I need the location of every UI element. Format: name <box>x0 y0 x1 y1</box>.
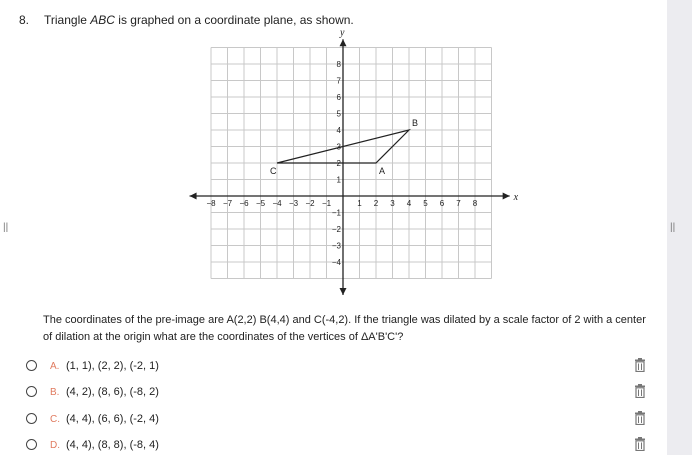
right-resize-handle[interactable]: || <box>670 222 676 233</box>
point-label-a: A <box>379 166 386 176</box>
y-axis-label: y <box>340 27 345 39</box>
choice-text: (4, 2), (8, 6), (-8, 2) <box>66 386 159 398</box>
x-axis-arrow-right <box>503 193 510 200</box>
choice-letter: C. <box>50 414 60 425</box>
radio-icon[interactable] <box>26 386 37 397</box>
triangle-name: ABC <box>90 13 115 27</box>
y-tick-label: 1 <box>336 175 341 185</box>
y-tick-label: 7 <box>336 76 341 86</box>
x-tick-label: −1 <box>321 199 332 208</box>
choice-c[interactable] <box>26 410 656 430</box>
radio-icon[interactable] <box>26 360 37 371</box>
y-tick-label: −1 <box>331 208 341 218</box>
choice-letter: B. <box>50 387 60 398</box>
y-tick-label: −3 <box>331 241 341 251</box>
y-tick-label: 5 <box>336 109 341 119</box>
x-tick-label: −7 <box>222 199 233 208</box>
choice-a[interactable] <box>26 357 656 377</box>
x-tick-label: −4 <box>272 199 282 208</box>
x-tick-label: 1 <box>357 199 362 208</box>
x-tick-label: 4 <box>406 199 412 208</box>
y-tick-label: 8 <box>336 60 341 69</box>
x-tick-label: 7 <box>456 199 461 208</box>
radio-icon[interactable] <box>26 439 37 450</box>
radio-icon[interactable] <box>26 413 37 424</box>
x-tick-label: −5 <box>255 199 266 208</box>
x-axis-label: x <box>513 192 519 203</box>
y-tick-label: 6 <box>336 93 341 102</box>
x-tick-label: −3 <box>288 199 299 208</box>
left-resize-handle[interactable]: || <box>3 222 9 233</box>
y-axis-arrow-up <box>340 39 347 46</box>
choice-letter: D. <box>50 440 60 451</box>
point-label-b: B <box>412 118 419 128</box>
trash-icon[interactable] <box>634 411 646 425</box>
x-tick-label: 5 <box>423 199 428 208</box>
coordinate-plane <box>180 25 520 297</box>
x-tick-label: −8 <box>206 199 216 208</box>
y-tick-label: 4 <box>336 126 341 135</box>
trash-icon[interactable] <box>634 384 646 398</box>
choice-text: (4, 4), (6, 6), (-2, 4) <box>66 413 159 425</box>
choice-text: (4, 4), (8, 8), (-8, 4) <box>66 439 159 451</box>
point-label-c: C <box>270 166 277 176</box>
trash-icon[interactable] <box>634 437 646 451</box>
x-tick-label: 8 <box>472 199 478 208</box>
x-tick-label: −6 <box>239 199 249 208</box>
question-prompt: The coordinates of the pre-image are A(2,2) B(4,4) and C(-4,2). If the triangle was dilated by a scale factor of 2 with a center of dilation at the origin what are the coordinates of the vertices of ΔA'B'C'? <box>43 314 646 343</box>
y-tick-label: 3 <box>336 142 341 152</box>
axes <box>190 27 519 295</box>
choice-d[interactable] <box>26 436 656 456</box>
x-tick-label: −2 <box>305 199 315 208</box>
x-tick-label: 2 <box>373 199 379 208</box>
title-suffix: is graphed on a coordinate plane, as shown. <box>114 13 354 27</box>
question-number: 8. <box>19 13 30 27</box>
y-axis-arrow-down <box>340 288 347 295</box>
x-tick-label: 3 <box>390 199 395 208</box>
choice-text: (1, 1), (2, 2), (-2, 1) <box>66 360 159 372</box>
choice-b[interactable] <box>26 383 656 403</box>
trash-icon[interactable] <box>634 358 646 372</box>
choice-letter: A. <box>50 361 60 372</box>
title-prefix: Triangle <box>44 13 91 27</box>
x-tick-label: 6 <box>439 199 445 208</box>
y-tick-label: −2 <box>331 225 341 234</box>
x-axis-arrow-left <box>190 193 197 200</box>
y-tick-label: 2 <box>336 159 341 168</box>
y-tick-label: −4 <box>331 258 341 267</box>
